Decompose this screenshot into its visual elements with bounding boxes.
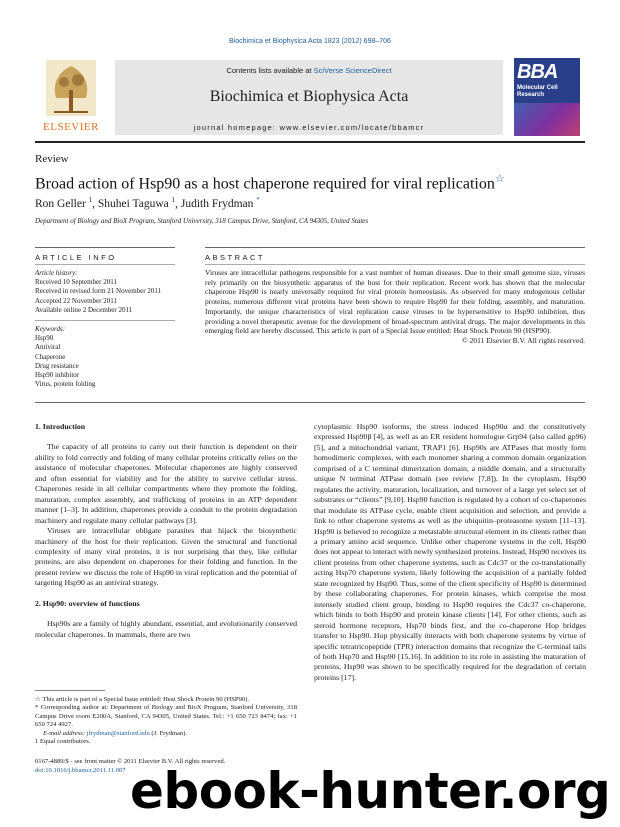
footnotes [35,696,297,746]
keyword: Hsp90 inhibitor [35,371,80,380]
keyword: Virus, protein folding [35,380,96,389]
article-history [35,269,185,315]
header-divider [35,141,585,143]
cover-title: BBA [517,61,558,83]
front-matter-divider [35,402,585,403]
article-title-text: Broad action of Hsp90 as a host chaperone required for viral replication [35,175,495,193]
footnote-text: Corresponding author at: Department of Biology and BioX Program, Stanford University, 318 Campus Drive room E200A, Stanford, CA 94305, United States. Tel.: +1 650 723 8474; fax: +1 650 724 4927. [35,704,297,729]
footnote-equal [35,738,297,746]
history-label: Article history: [35,269,78,277]
title-footnote-mark[interactable]: ☆ [494,173,505,185]
right-column [314,422,586,683]
left-column [35,422,297,640]
journal-homepage[interactable]: journal homepage: www.elsevier.com/locate/bbamcr [193,123,425,132]
footnote-email [35,730,297,738]
author-name[interactable]: Shuhei Taguwa [97,197,169,210]
paragraph: Viruses are intracellular obligate parasites that hijack the biosynthetic machinery of the host for their replication. Given the structural and functional complexity of many viral proteins, it is not surprising that they, like cellular proteins, are also dependent on chaperones for their folding and function. In the present review we discuss the role of Hsp90 in viral replication and the potential of targeting Hsp90 as an antiviral strategy. [35,526,297,588]
contents-prefix: Contents lists available at [226,66,314,75]
footnote-corresponding [35,704,297,729]
journal-title: Biochimica et Biophysica Acta [209,88,409,105]
doi-link[interactable]: doi:10.1016/j.bbamcr.2011.11.007 [35,766,126,774]
article-title [35,172,505,193]
article-info-heading: ARTICLE INFO [35,253,117,262]
keyword: Chaperone [35,352,66,361]
email-link[interactable]: jfrydman@stanford.edu [86,729,150,737]
article-type: Review [35,153,69,165]
author-name[interactable]: Judith Frydman [180,197,254,210]
paragraph: Hsp90s are a family of highly abundant, essential, and evolutionarily conserved molecular chaperones. In mammals, there are two [35,619,297,639]
abstract-heading: ABSTRACT [205,253,266,262]
keyword: Antiviral [35,343,61,352]
corresponding-mark[interactable]: * [256,196,260,204]
abstract-rule-sub [205,264,585,265]
section-heading-hsp90: 2. Hsp90: overview of functions [35,598,140,608]
paragraph: The capacity of all proteins to carry out their function is dependent on their ability to fold correctly and folding of many cellular proteins critically relies on the assistance of molecular chaperones. Molecular chaperones are highly conserved and often essential for viability and for the ability to survive cellular stress. Chaperones reside in all cellular compartments where they promote the folding, maturation, complex assembly, and trafficking of proteins in an ATP dependent manner [1–3]. In addition, chaperones provide a conduit to the protein degradation machinery and regulate many cellular pathways [3]. [35,442,297,525]
cover-image [514,103,580,136]
abstract-text: Viruses are intracellular pathogens responsible for a vast number of human diseases. Due to their small genome size, viruses rely primarily on the biosynthetic apparatus of the host for their replication. Recent work has shown that the molecular chaperone Hsp90 is nearly universally required for viral protein homeostasis. As observed for many endogenous cellular proteins, numerous different viral proteins have been shown to require Hsp90 for their folding, assembly, and maturation. Importantly, the unique characteristics of viral replication cause viruses to be hypersensitive to Hsp90 inhibition, thus providing a novel therapeutic avenue for the development of broad-spectrum antiviral drugs. The major developments in this emerging field are hereby discussed. This article is part of a Special Issue entitled: Heat Shock Protein 90 (HSP90). [205,268,585,336]
watermark-text: ebook-hunter.org [130,762,611,820]
author-sup: 1 [171,196,176,204]
footnote-mark: 1 [35,738,39,746]
issn-line: 0167-4889/$ - see front matter © 2011 Elsevier B.V. All rights reserved. [35,758,226,765]
journal-cover[interactable] [514,58,580,136]
keyword: Drug resistance [35,361,79,370]
footnote-mark: * [35,704,39,712]
publisher-name: ELSEVIER [43,121,99,133]
keyword: Hsp90 [35,334,54,343]
elsevier-logo [40,58,102,136]
footnote-mark: ☆ [35,696,41,703]
paragraph: cytoplasmic Hsp90 isoforms, the stress induced Hsp90α and the constitutively expressed Hsp90β [4], as well as an ER resident homologue Grp94 (also called gp96) [5], and a mitochondrial variant, TRAP1 [6]. Hsp90s are ATPases that mostly form homodimeric complexes, with each monomer sharing a common domain organization comprised of a C terminal dimerization domain, a middle domain, and a structurally unique N terminal ATPase domain (see review [7,8]). In the cytoplasm, Hsp90 regulates the activity, maturation, localization, and turnover of a large yet select set of substrates or “clients” [9,10]. Hsp90 function is regulated by a cohort of co-chaperones that modulate its ATPase cycle, enable client acquisition and selection, and provide a link to other chaperone systems as well as the ubiquitin–proteasome system [11–13]. Hsp90 is believed to recognize a metastable structural element in its clients rather than a primary amino acid sequence. Unlike other chaperone systems in the cell, Hsp90 does not appear to interact with newly synthesized proteins. Instead, Hsp90 receives its client proteins from other chaperone systems, such as Cdc37 or the co-translationally acting Hsp70 chaperone system, likely following the acquisition of a partially folded state recognized by Hsp90. Thus, some of the client specificity of Hsp90 is determined by these collaborating chaperones. For protein kinases, which comprise the most intensely studied client group, binding to Hsp90 requires the Cdc37 co-chaperone, which binds to both Hsp90 and protein kinase clients [14]. For other clients, such as steroid hormone receptors, Hsp70 binds first, and the co-chaperone Hop bridges transfer to Hsp90. Hop physically interacts with both chaperone systems by virtue of specific tetratricopeptide (TPR) interaction domains that recognize the C-terminal tails of both Hsp70 and Hsp90 [15,16]. In addition to its role in assisting the maturation of proteins, Hsp90 was shown to be specifically required for the degradation of certain proteins [17]. [314,422,586,682]
section-heading-introduction: 1. Introduction [35,422,86,431]
footnote-star [35,696,297,704]
info-rule-sub [35,264,175,265]
contents-line [115,66,503,75]
info-rule [35,247,175,248]
abstract-copyright: © 2011 Elsevier B.V. All rights reserved. [462,335,585,345]
history-item: Available online 2 December 2011 [35,305,133,314]
footnote-text: Equal contributors. [39,738,91,746]
history-item: Received in revised form 21 November 2011 [35,287,162,296]
footnote-rule [35,690,105,691]
sciencedirect-link[interactable]: SciVerse ScienceDirect [313,66,392,75]
author-sup: 1 [88,196,93,204]
abstract-rule [205,247,585,248]
cover-subtitle: Molecular Cell Research [517,85,558,98]
keywords-rule [35,320,175,321]
footnote-text: This article is part of a Special Issue entitled: Heat Shock Protein 90 (HSP90). [42,696,250,703]
affiliation: Department of Biology and BioX Program, Stanford University, 318 Campus Drive, Stanford, CA 94305, United States [35,217,369,225]
email-label: E-mail address: [43,729,87,737]
author-name[interactable]: Ron Geller [35,197,86,210]
email-suffix: (J. Frydman). [149,729,188,737]
journal-citation[interactable]: Biochimica et Biophysica Acta 1823 (2012) 698–706 [229,38,391,45]
history-item: Accepted 22 November 2011 [35,296,117,305]
abstract-body [205,268,585,346]
keywords-block [35,325,185,389]
author-list: Ron Geller $^1$, Shuhei Taguwa $^1$, Judith Frydman * [35,196,260,210]
history-item: Received 10 September 2011 [35,278,117,287]
keywords-label: Keywords: [35,325,66,333]
